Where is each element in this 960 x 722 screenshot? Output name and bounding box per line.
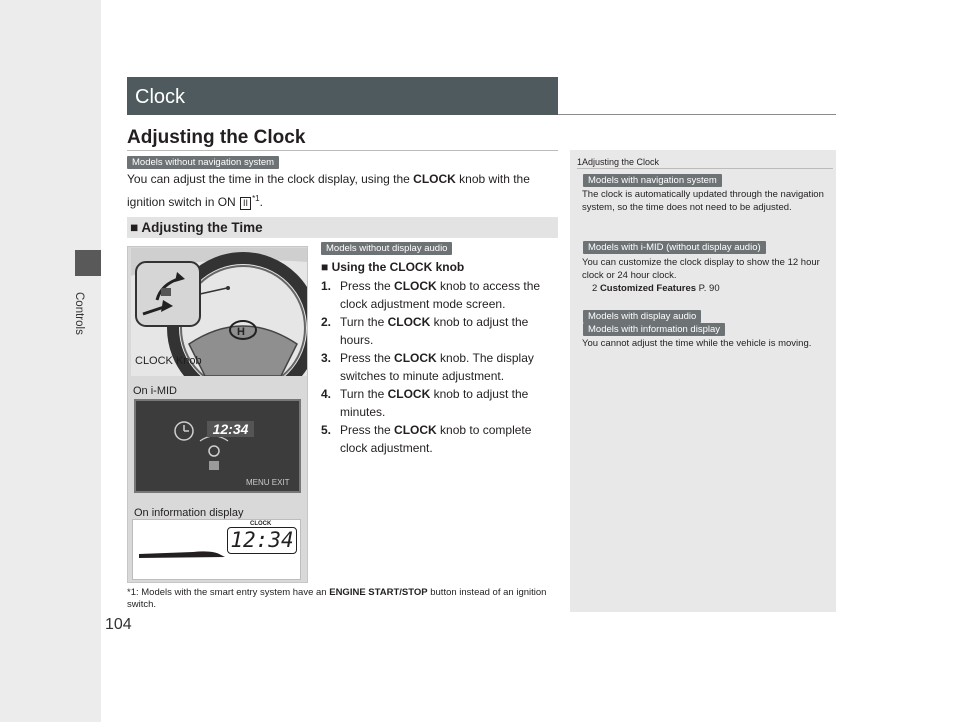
step-number: 2. (321, 315, 332, 329)
information-display-clock-caption: CLOCK (250, 521, 272, 527)
steps-list (321, 258, 561, 457)
section-title: Adjusting the Clock (127, 127, 306, 148)
tag-imid-without-display-audio: Models with i-MID (without display audio) (583, 241, 766, 254)
section-rule (127, 150, 558, 151)
step-item (321, 277, 561, 313)
svg-text:H: H (237, 326, 245, 338)
ignition-mode-icon: II (240, 197, 251, 210)
step-text: Press the (340, 351, 395, 365)
step-text: knob to adjust the hours. (340, 315, 529, 347)
reference-page: P. 90 (698, 283, 720, 294)
tag-with-display-audio: Models with display audio (583, 310, 701, 323)
sidebar (0, 0, 101, 722)
intro-end: . (259, 195, 263, 209)
clock-knob-label: CLOCK Knob (135, 355, 202, 367)
tag-with-information-display: Models with information display (583, 323, 725, 336)
step-item (321, 385, 561, 421)
note-display-text: You cannot adjust the time while the vehicle is moving. (582, 338, 812, 349)
reference-arrow-icon: 2 (592, 283, 598, 294)
step-number: 5. (321, 423, 332, 437)
imid-exit-hint: MENU EXIT (246, 478, 290, 487)
step-text: knob to complete clock adjustment. (340, 423, 532, 455)
step-text: knob to adjust the minutes. (340, 387, 529, 419)
footnote (127, 587, 559, 611)
imid-label: On i-MID (133, 385, 177, 397)
step-text: Turn the (340, 315, 388, 329)
step-text: Press the (340, 279, 395, 293)
step-number: 1. (321, 279, 332, 293)
page-number: 104 (105, 616, 132, 633)
step-knob: CLOCK (387, 315, 431, 329)
step-text: knob. The display switches to minute adjustment. (340, 351, 534, 383)
step-knob: CLOCK (394, 351, 437, 365)
step-knob: CLOCK (387, 387, 431, 401)
step-number: 4. (321, 387, 332, 401)
intro-text: You can adjust the time in the clock display, using the (127, 172, 414, 186)
note-navigation-text: The clock is automatically updated through the navigation system, so the time does not need to be adjusted. (582, 189, 824, 213)
intro-paragraph (127, 170, 559, 212)
tag-without-display-audio: Models without display audio (321, 242, 452, 255)
sidebar-tab-marker (75, 250, 101, 276)
footnote-marker: *1 (252, 194, 260, 203)
chapter-header: Clock (127, 77, 558, 115)
tag-without-navigation: Models without navigation system (127, 156, 279, 169)
note-imid-text: You can customize the clock display to show the 12 hour clock or 24 hour clock. (582, 257, 820, 281)
header-rule (558, 114, 836, 115)
information-display-label: On information display (134, 507, 244, 519)
step-item (321, 421, 561, 457)
step-item (321, 313, 561, 349)
step-text: Turn the (340, 387, 388, 401)
imid-clock-time: 12:34 (207, 421, 254, 437)
note-reference (592, 282, 840, 295)
step-number: 3. (321, 351, 332, 365)
tag-with-navigation: Models with navigation system (583, 174, 722, 187)
information-display-time: 12:34 (227, 527, 297, 554)
intro-text-2: knob with the ignition switch in ON (127, 172, 530, 209)
step-item (321, 349, 561, 385)
footnote-text: *1: Models with the smart entry system have an (127, 587, 330, 598)
steps-heading: ■ Using the CLOCK knob (321, 260, 465, 274)
step-knob: CLOCK (394, 279, 437, 293)
sidebar-label: Controls (73, 292, 85, 335)
step-text: knob to access the clock adjustment mode screen. (340, 279, 541, 311)
side-note-rule (577, 168, 833, 169)
side-note-title: 1Adjusting the Clock (577, 157, 660, 167)
footnote-text-2: button instead of an ignition switch. (127, 587, 547, 610)
footnote-button-name: ENGINE START/STOP (329, 587, 428, 598)
intro-knob: CLOCK (413, 172, 456, 186)
step-knob: CLOCK (394, 423, 437, 437)
step-text: Press the (340, 423, 395, 437)
subsection-title: ■ Adjusting the Time (127, 217, 558, 238)
side-note-panel (570, 150, 836, 612)
reference-link-title[interactable]: Customized Features (599, 283, 697, 294)
